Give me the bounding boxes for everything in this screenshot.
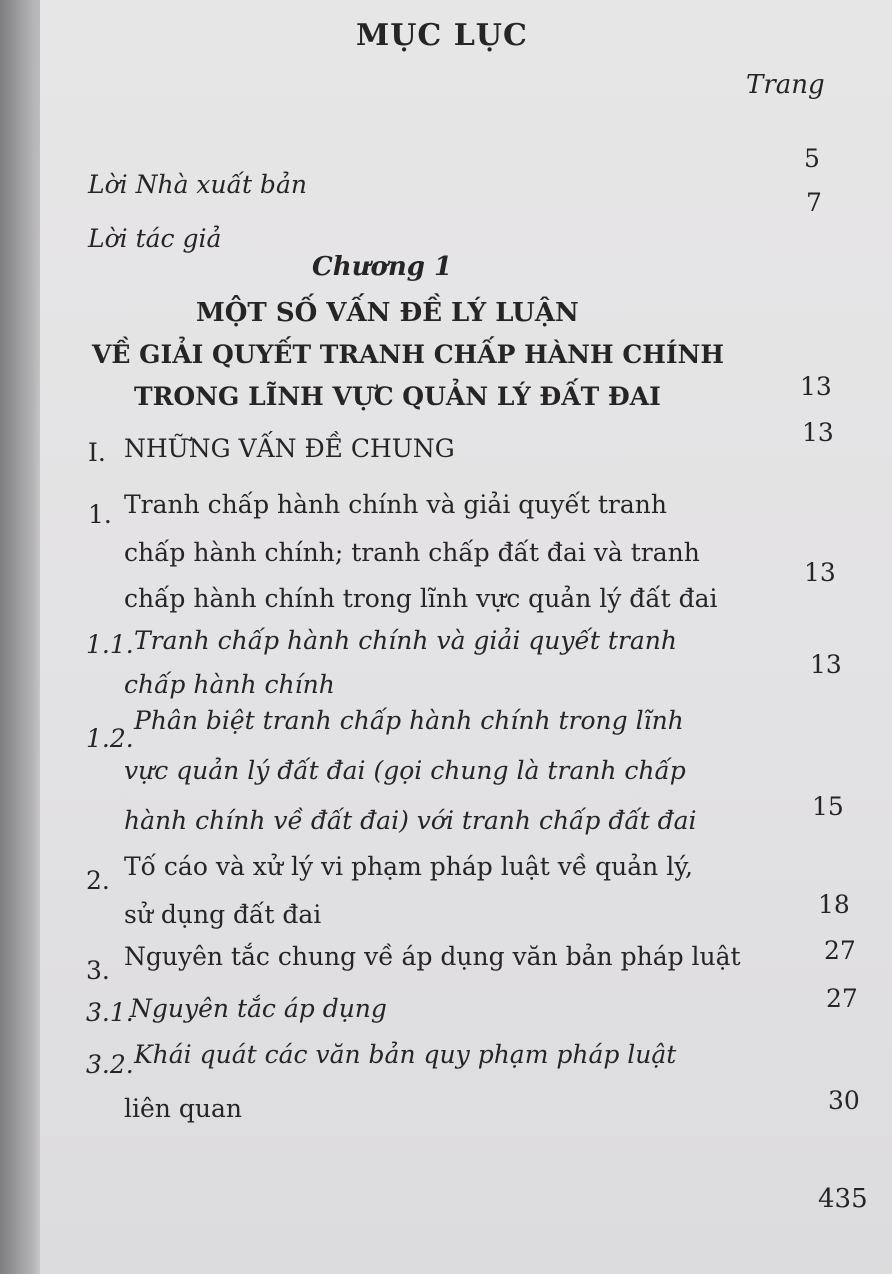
toc-entry-text: Tranh chấp hành chính và giải quyết tranh	[134, 626, 677, 655]
toc-entry-page: 13	[802, 418, 834, 447]
toc-entry-text: liên quan	[124, 1094, 242, 1123]
toc-entry-text: chấp hành chính	[124, 670, 335, 699]
toc-entry-text: Khái quát các văn bản quy phạm pháp luật	[134, 1040, 677, 1069]
toc-entry-number: 3.	[86, 956, 110, 985]
toc-entry-page: 7	[806, 188, 822, 217]
toc-entry-text: Tố cáo và xử lý vi phạm pháp luật về quản lý,	[124, 852, 693, 881]
toc-entry-text: Nguyên tắc chung về áp dụng văn bản pháp luật	[124, 942, 741, 971]
toc-entry-page: 5	[804, 144, 820, 173]
toc-entry-page: 30	[828, 1086, 860, 1115]
toc-entry-text: Lời tác giả	[88, 224, 222, 253]
toc-entry-text: Nguyên tắc áp dụng	[130, 994, 387, 1023]
toc-entry-number: 1.	[88, 500, 112, 529]
toc-entry-page: 27	[824, 936, 856, 965]
toc-entry-text: hành chính về đất đai) với tranh chấp đất đai	[124, 806, 697, 835]
toc-entry-page: 27	[826, 984, 858, 1013]
toc-entry-number: I.	[88, 438, 106, 467]
toc-entry-number: 1.1.	[86, 630, 134, 659]
page-title: MỤC LỤC	[356, 18, 528, 53]
toc-entry-number: 3.1.	[86, 998, 134, 1027]
toc-entry-page: 13	[810, 650, 842, 679]
toc-entry-number: 1.2.	[86, 724, 134, 753]
chapter-label: Chương 1	[312, 252, 453, 282]
chapter-page: 13	[800, 372, 832, 401]
toc-entry-text: NHỮNG VẤN ĐỀ CHUNG	[124, 434, 455, 463]
chapter-title-line: VỀ GIẢI QUYẾT TRANH CHẤP HÀNH CHÍNH	[92, 340, 725, 369]
toc-entry-text: Phân biệt tranh chấp hành chính trong lĩnh	[134, 706, 684, 735]
toc-entry-page: 15	[812, 792, 844, 821]
toc-entry-page: 18	[818, 890, 850, 919]
toc-entry-text: vực quản lý đất đai (gọi chung là tranh chấp	[124, 756, 686, 785]
chapter-title-line: TRONG LĨNH VỰC QUẢN LÝ ĐẤT ĐAI	[134, 382, 661, 411]
toc-entry-number: 3.2.	[86, 1050, 134, 1079]
toc-entry-text: Tranh chấp hành chính và giải quyết tranh	[124, 490, 667, 519]
toc-entry-text: sử dụng đất đai	[124, 900, 322, 929]
toc-entry-number: 2.	[86, 866, 110, 895]
page-column-header: Trang	[746, 70, 825, 100]
toc-entry-page: 13	[804, 558, 836, 587]
page-number: 435	[818, 1184, 868, 1214]
toc-entry-text: Lời Nhà xuất bản	[88, 170, 307, 199]
toc-entry-text: chấp hành chính trong lĩnh vực quản lý đất đai	[124, 584, 718, 613]
toc-entry-text: chấp hành chính; tranh chấp đất đai và tranh	[124, 538, 700, 567]
chapter-title-line: MỘT SỐ VẤN ĐỀ LÝ LUẬN	[196, 298, 579, 328]
